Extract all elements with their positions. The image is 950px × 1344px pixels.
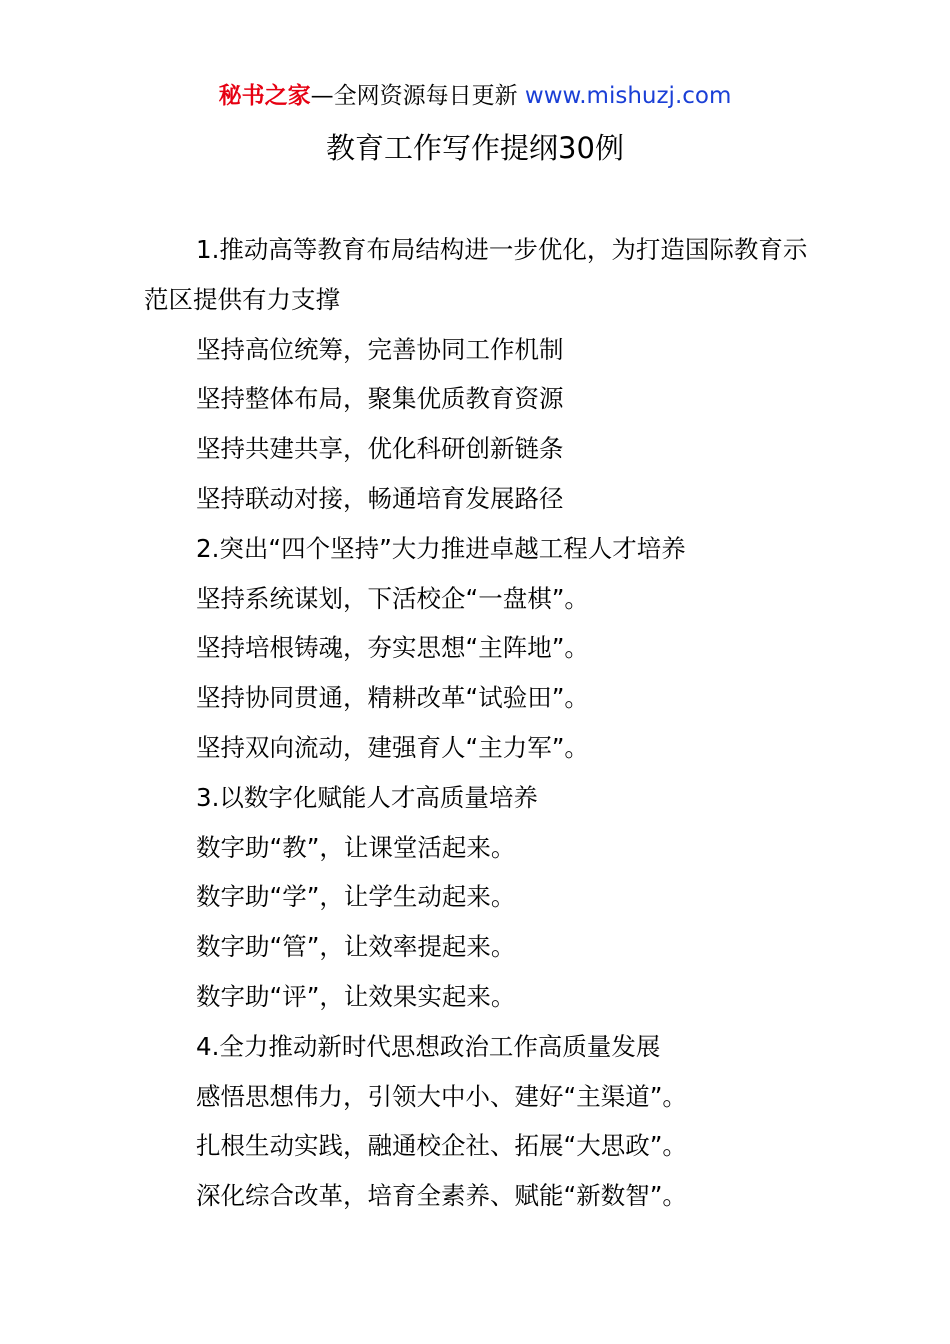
outline-item: 坚持整体布局，聚集优质教育资源 xyxy=(196,384,564,414)
section-heading-3: 3.以数字化赋能人才高质量培养 xyxy=(196,782,538,812)
outline-item: 数字助“学”，让学生动起来。 xyxy=(196,882,516,912)
outline-item: 扎根生动实践，融通校企社、拓展“大思政”。 xyxy=(196,1131,687,1161)
outline-item: 坚持系统谋划，下活校企“一盘棋”。 xyxy=(196,583,589,613)
outline-item: 坚持协同贯通，精耕改革“试验田”。 xyxy=(196,683,589,713)
outline-item: 坚持共建共享，优化科研创新链条 xyxy=(196,434,564,464)
section-heading-1: 1.推动高等教育布局结构进一步优化，为打造国际教育示范区提供有力支撑 xyxy=(144,235,808,314)
document-title: 教育工作写作提纲30例 xyxy=(326,131,624,165)
outline-item: 数字助“评”，让效果实起来。 xyxy=(196,981,516,1011)
document-body xyxy=(144,225,816,1221)
outline-item: 坚持双向流动，建强育人“主力军”。 xyxy=(196,732,589,762)
outline-item: 数字助“管”，让效率提起来。 xyxy=(196,932,516,962)
section-heading-2: 2.突出“四个坚持”大力推进卓越工程人才培养 xyxy=(196,533,686,563)
site-tagline: —全网资源每日更新 xyxy=(310,83,518,109)
outline-item: 坚持高位统筹，完善协同工作机制 xyxy=(196,334,564,364)
site-url-link[interactable]: www.mishuzj.com xyxy=(524,83,732,109)
outline-item: 感悟思想伟力，引领大中小、建好“主渠道”。 xyxy=(196,1081,687,1111)
site-header xyxy=(0,80,950,112)
outline-item: 数字助“教”，让课堂活起来。 xyxy=(196,832,516,862)
site-brand: 秘书之家 xyxy=(218,83,311,109)
section-heading-4: 4.全力推动新时代思想政治工作高质量发展 xyxy=(196,1031,661,1061)
outline-item: 坚持联动对接，畅通培育发展路径 xyxy=(196,483,564,513)
outline-item: 坚持培根铸魂，夯实思想“主阵地”。 xyxy=(196,633,589,663)
outline-item: 深化综合改革，培育全素养、赋能“新数智”。 xyxy=(196,1181,687,1211)
